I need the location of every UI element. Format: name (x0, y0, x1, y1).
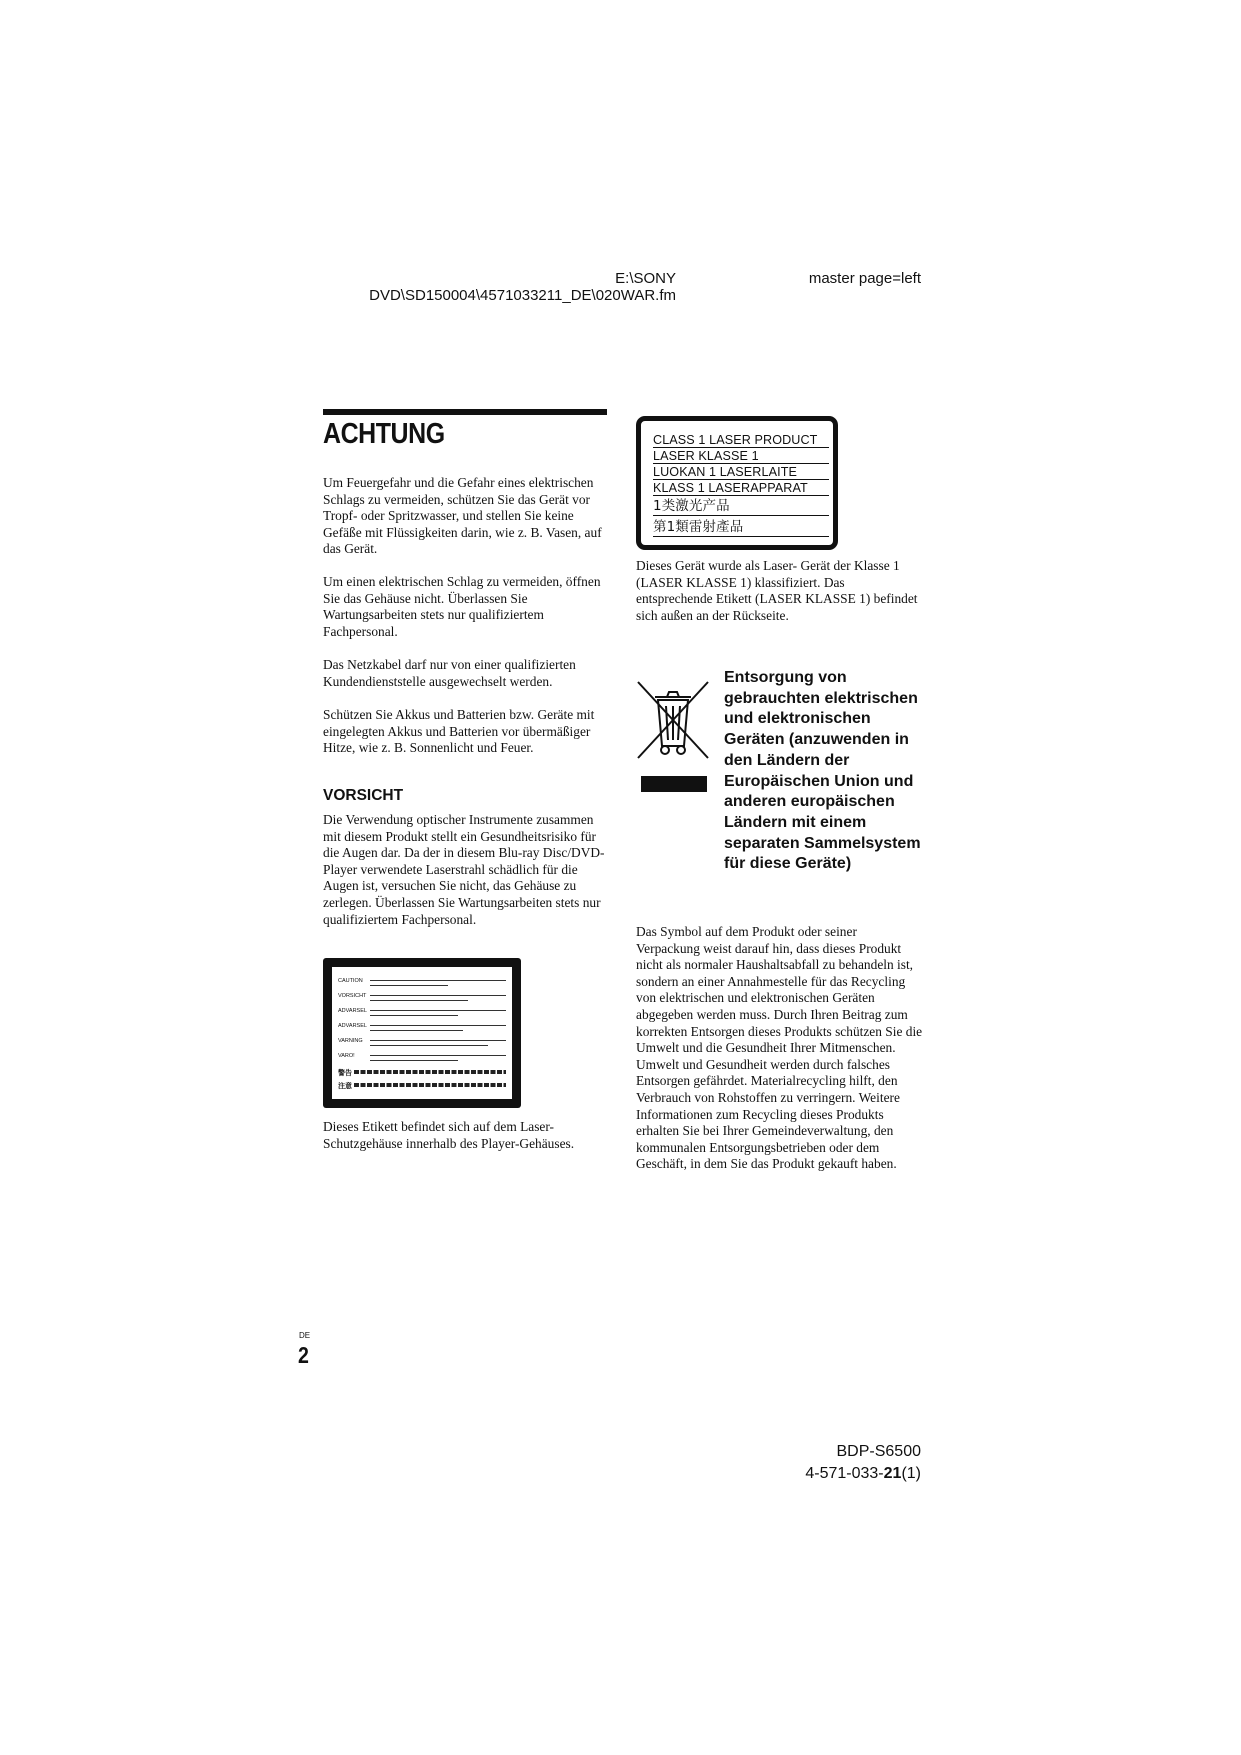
laser-label-line: LUOKAN 1 LASERLAITE (653, 465, 829, 480)
model-number: BDP-S6500 (836, 1443, 921, 1460)
warning-key: VARO! (338, 1053, 355, 1059)
vorsicht-text: Die Verwendung optischer Instrumente zusammen mit diesem Produkt stellt ein Gesundheitsrisiko für die Augen dar. Da der in diesem Blu-ray Disc/DVD-Player verwendete Laserstrahl schädlich für die Augen ist, versuchen Sie nicht, das Gehäuse zu zerlegen. Überlassen Sie Wartungsarbeiten stets nur qualifiziertem Fachpersonal. (323, 812, 605, 927)
warning-key: CAUTION (338, 978, 363, 984)
laser-warning-label (323, 958, 521, 1108)
model-info (760, 1441, 921, 1485)
warning-key: ADVARSEL (338, 1023, 367, 1029)
laser-label-line: KLASS 1 LASERAPPARAT (653, 481, 829, 496)
warning-key: 注意 (338, 1082, 352, 1090)
laser-label-line: 第1類雷射產品 (653, 518, 829, 537)
page-number: 2 (298, 1342, 309, 1368)
vorsicht-heading: VORSICHT (323, 787, 404, 804)
part-number (760, 1463, 921, 1485)
bin-underline-bar (641, 776, 707, 792)
paragraph: Schützen Sie Akkus und Batterien bzw. Geräte mit eingelegten Akkus und Batterien vor übermäßiger Hitze, wie z. B. Sonnenlicht und Feuer. (323, 707, 595, 756)
disposal-text: Das Symbol auf dem Produkt oder seiner Verpackung weist darauf hin, dass dieses Produkt nicht als normaler Haushaltsabfall zu behandeln ist, sondern an einer Annahmestelle für das Recycling von elektrischen und elektronischen Geräten abgegeben werden muss. Durch Ihren Beitrag zum korrekten Entsorgen dieses Produkts schützen Sie die Umwelt und die Gesundheit Ihrer Mitmenschen. Umwelt und Gesundheit werden durch falsches Entsorgen gefährdet. Materialrecycling hilft, den Verbrauch von Rohstoffen zu verringern. Weitere Informationen zum Recycling dieses Produkts erhalten Sie bei Ihrer Gemeindeverwaltung, den kommunalen Entsorgungsbetrieben oder dem Geschäft, in dem Sie das Produkt gekauft haben. (636, 924, 923, 1172)
warning-key: 警告 (338, 1069, 352, 1077)
crossed-bin-icon (636, 680, 710, 760)
laser-class-text: Dieses Gerät wurde als Laser- Gerät der Klasse 1 (LASER KLASSE 1) klassifiziert. Das entsprechende Etikett (LASER KLASSE 1) befindet sich außen an der Rückseite. (636, 558, 918, 623)
laser-class-label (636, 416, 838, 550)
page-title: ACHTUNG (323, 418, 445, 450)
laser-label-line: 1类激光产品 (653, 497, 829, 516)
master-page-label: master page=left (808, 270, 921, 287)
warning-key: ADVARSEL (338, 1008, 367, 1014)
file-path (300, 270, 676, 304)
laser-label-line: LASER KLASSE 1 (653, 449, 829, 464)
paragraph: Um Feuergefahr und die Gefahr eines elektrischen Schlags zu vermeiden, schützen Sie das Gerät vor Tropf- oder Spritzwasser, und stellen Sie keine Gefäße mit Flüssigkeiten darin, wie z. B. Vasen, auf das Gerät. (323, 475, 602, 557)
disposal-heading: Entsorgung von gebrauchten elektrischen und elektronischen Geräten (anzuwenden in den Ländern der Europäischen Union und anderen europäischen Ländern mit einem separaten Sammelsystem für diese Geräte) (724, 669, 921, 873)
laser-label-line: CLASS 1 LASER PRODUCT (653, 433, 829, 448)
part-number-bold: 21 (883, 1465, 902, 1482)
page-language: DE (299, 1331, 311, 1340)
warning-key: VARNING (338, 1038, 363, 1044)
part-number-prefix: 4-571-033- (805, 1465, 884, 1482)
file-path-line1: E:\SONY (615, 270, 676, 287)
warning-key: VORSICHT (338, 993, 367, 999)
paragraph: Um einen elektrischen Schlag zu vermeiden, öffnen Sie das Gehäuse nicht. Überlassen Sie Wartungsarbeiten stets nur qualifiziertem Fachpersonal. (323, 574, 601, 639)
paragraph: Das Netzkabel darf nur von einer qualifizierten Kundendienststelle ausgewechselt werden. (323, 657, 576, 689)
title-rule (323, 409, 607, 415)
part-number-suffix: (1) (901, 1465, 921, 1482)
label-caption: Dieses Etikett befindet sich auf dem Laser-Schutzgehäuse innerhalb des Player-Gehäuses. (323, 1119, 575, 1151)
file-path-line2: DVD\SD150004\4571033211_DE\020WAR.fm (369, 287, 676, 304)
